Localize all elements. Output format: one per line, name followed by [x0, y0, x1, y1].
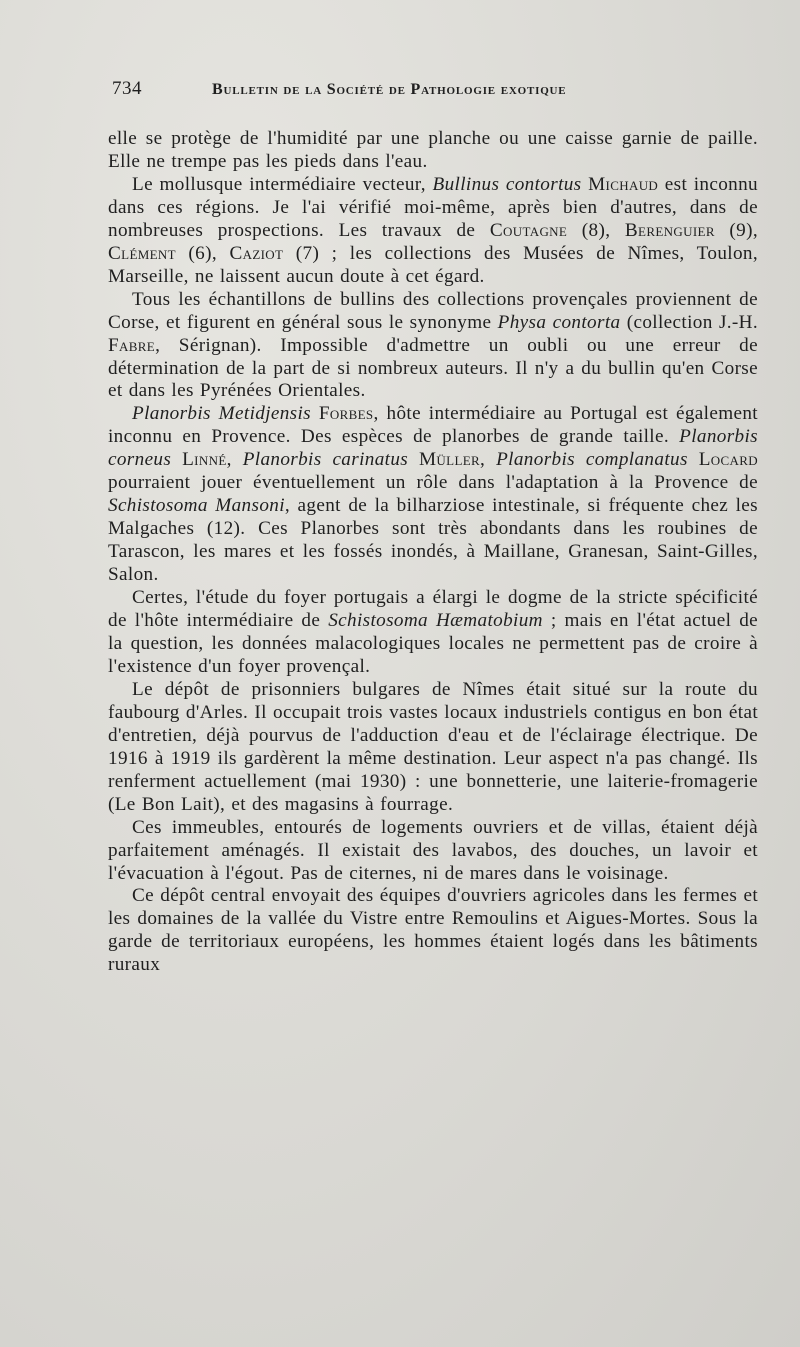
paragraph — [108, 885, 758, 977]
paragraph — [108, 679, 758, 817]
text-run: Ce dépôt central envoyait des équipes d'ouvriers agricoles dans les fermes et les domaines de la vallée du Vistre entre Remoulins et Aigues-Mortes. Sous la garde de territoriaux européens, les hommes étaient logés dans les bâtiments ruraux — [108, 885, 758, 976]
text-run: Le dépôt de prisonniers bulgares de Nîmes était situé sur la route du faubourg d'Arles. Il occupait trois vastes locaux industriels contigus en bon état d'entretien, déjà pourvus de l'adduction d'eau et de l'éclairage électrique. De 1916 à 1919 ils gardèrent la même destination. Leur aspect n'a pas changé. Ils renferment actuellement (mai 1930) : une bonnetterie, une laiterie-fromagerie (Le Bon Lait), et des magasins à fourrage. — [108, 678, 758, 815]
text-run — [311, 403, 319, 424]
paragraph — [108, 403, 758, 587]
text-run: Le mollusque intermédiaire vecteur, — [132, 173, 433, 195]
author-name: Linné — [182, 449, 227, 471]
text-run: est inconnu dans ces régions. Je l'ai vérifié moi-même, après bien d'autres, dans de nombreuses prospections. Les travaux de — [108, 173, 758, 241]
text-run — [171, 449, 182, 470]
text-run: (7) ; les collections des Musées de Nîmes, Toulon, Marseille, ne laissent aucun doute à cet égard. — [108, 242, 758, 287]
author-name: Müller — [419, 449, 481, 471]
text-run: Certes, l'étude du foyer portugais a élargi le dogme de la stricte spécificité de l'hôte intermédiaire de — [108, 587, 758, 632]
text-run: pourraient jouer éventuellement un rôle dans l'adaptation à la Provence de — [108, 472, 758, 494]
text-run: ; mais en l'état actuel de la question, les données malacologiques locales ne permettent pas de croire à l'existence d'un foyer provençal. — [108, 610, 759, 677]
text-run: elle se protège de l'humidité par une planche ou une caisse garnie de paille. Elle ne trempe pas les pieds dans l'eau. — [108, 128, 758, 172]
text-run: (collection J.-H. — [620, 311, 759, 333]
paragraph — [108, 587, 758, 679]
author-name: Caziot — [229, 242, 284, 264]
paragraph — [108, 817, 758, 886]
text-run: , — [226, 449, 243, 471]
author-name: Forbes — [318, 403, 374, 425]
page-header — [112, 78, 757, 104]
italic-term: Planorbis corneus — [108, 426, 758, 471]
text-run: Tous les échantillons de bullins des collections provençales proviennent de Corse, et figurent en général sous le synonyme — [108, 288, 758, 333]
author-name: Michaud — [588, 173, 659, 195]
text-run: (9), — [714, 219, 758, 241]
author-name: Locard — [698, 449, 759, 471]
paragraph — [108, 128, 758, 174]
italic-term: Planorbis Metidjensis — [132, 403, 311, 425]
text-run: , Sérignan). Impossible d'admettre un oubli ou une erreur de détermination de la part de si nombreux auteurs. Il n'y a du bullin qu'en Corse et dans les Pyrénées Orientales. — [108, 334, 758, 402]
paragraph — [108, 289, 758, 404]
italic-term: Bullinus contortus — [432, 173, 582, 195]
text-run — [688, 449, 699, 470]
text-run: , agent de la bilharziose intestinale, si fréquente chez les Malgaches (12). Ces Planorbes sont très abondants dans les roubines de Tarascon, les mares et les fossés inondés, à Maillane, Granesan, Saint-Gilles, Salon. — [108, 495, 758, 586]
text-run — [408, 449, 419, 470]
italic-term: Schistosoma Mansoni — [108, 495, 285, 517]
body-text — [108, 128, 758, 977]
text-run: , — [480, 449, 497, 471]
text-run: (8), — [567, 219, 625, 241]
italic-term: Physa contorta — [497, 311, 621, 333]
author-name: Clément — [108, 242, 176, 264]
paragraph — [108, 174, 758, 289]
italic-term: Schistosoma Hæmatobium — [328, 610, 543, 632]
author-name: Fabre — [108, 334, 156, 356]
author-name: Coutagne — [489, 219, 568, 241]
text-run: Ces immeubles, entourés de logements ouvriers et de villas, étaient déjà parfaitement aménagés. Il existait des lavabos, des douches, un lavoir et l'évacuation à l'égout. Pas de citernes, ni de mares dans le voisinage. — [108, 816, 758, 884]
running-head: Bulletin de la Société de Pathologie exotique — [212, 81, 567, 98]
text-run: (6), — [175, 242, 230, 264]
page-number: 734 — [112, 78, 142, 99]
author-name: Berenguier — [624, 219, 715, 241]
italic-term: Planorbis carinatus — [242, 449, 409, 471]
italic-term: Planorbis complanatus — [496, 449, 688, 471]
text-run: , hôte intermédiaire au Portugal est également inconnu en Provence. Des espèces de planorbes de grande taille. — [108, 403, 758, 448]
